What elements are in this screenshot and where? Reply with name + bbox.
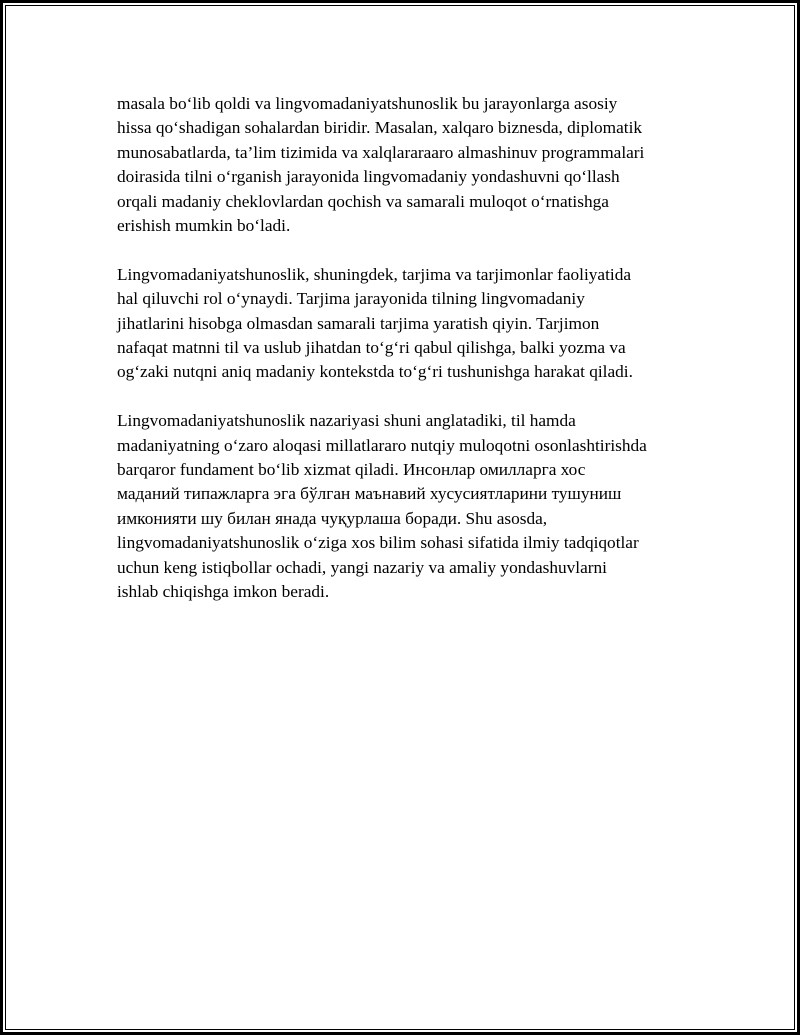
text-line: masala bo‘lib qoldi va lingvomadaniyatshunoslik bu jarayonlarga asosiy <box>117 94 618 113</box>
text-line: имконияти шу билан янада чуқурлаша боради. Shu asosda, <box>117 508 548 528</box>
text-line: nafaqat matnni til va uslub jihatdan to‘g‘ri qabul qilishga, balki yozma va <box>117 338 626 358</box>
text-line: маданий типажларга эга бўлган маънавий хусусиятларини тушуниш <box>117 484 622 504</box>
text-line: doirasida tilni o‘rganish jarayonida lingvomadaniy yondashuvni qo‘llash <box>117 167 620 187</box>
text-line: erishish mumkin bo‘ladi. <box>117 216 291 236</box>
text-line: hal qiluvchi rol o‘ynaydi. Tarjima jarayonida tilning lingvomadaniy <box>117 289 585 309</box>
paragraph-2 <box>117 263 697 385</box>
text-line: uchun keng istiqbollar ochadi, yangi nazariy va amaliy yondashuvlarni <box>117 557 607 577</box>
text-line: jihatlarini hisobga olmasdan samarali tarjima yaratish qiyin. Tarjimon <box>117 313 600 333</box>
text-line: hissa qo‘shadigan sohalardan biridir. Masalan, xalqaro biznesda, diplomatik <box>117 118 643 138</box>
text-line: Lingvomadaniyatshunoslik nazariyasi shuni anglatadiki, til hamda <box>117 411 576 431</box>
text-line: munosabatlarda, ta’lim tizimida va xalqlararaaro almashinuv programmalari <box>117 142 645 162</box>
text-line: lingvomadaniyatshunoslik o‘ziga xos bilim sohasi sifatida ilmiy tadqiqotlar <box>117 533 639 553</box>
text-line: madaniyatning o‘zaro aloqasi millatlararo nutqiy muloqotni osonlashtirishda <box>117 435 647 455</box>
document-body <box>117 92 697 629</box>
text-line: og‘zaki nutqni aniq madaniy kontekstda to‘g‘ri tushunishga harakat qiladi. <box>117 362 633 382</box>
text-line: orqali madaniy cheklovlardan qochish va samarali muloqot o‘rnatishga <box>117 191 609 211</box>
paragraph-1 <box>117 92 697 238</box>
text-line: Lingvomadaniyatshunoslik, shuningdek, tarjima va tarjimonlar faoliyatida <box>117 264 631 284</box>
text-line: ishlab chiqishga imkon beradi. <box>117 582 330 602</box>
text-line: barqaror fundament bo‘lib xizmat qiladi. Инсонлар омилларга хос <box>117 460 586 480</box>
paragraph-3 <box>117 409 697 604</box>
